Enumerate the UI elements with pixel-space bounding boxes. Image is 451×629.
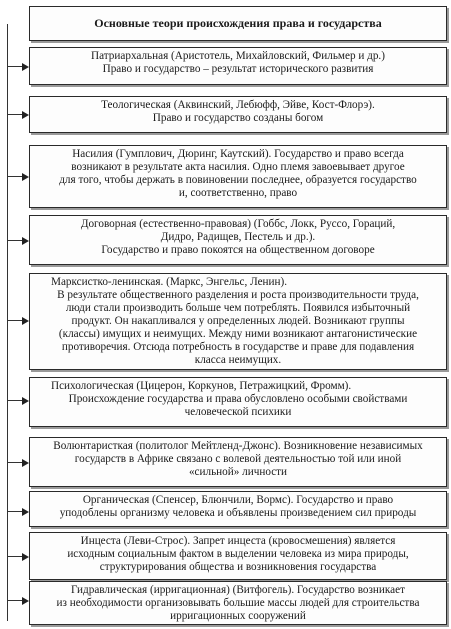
theory-line: Теологическая (Аквинский, Лебюфф, Эйве, Кост-Флорэ). bbox=[101, 99, 375, 111]
theory-line: Марксистко-ленинская. (Маркс, Энгельс, Ленин). bbox=[51, 276, 288, 288]
theory-box-voluntarist bbox=[29, 437, 447, 487]
theory-box-marxist bbox=[29, 273, 447, 370]
theory-line: Инцеста (Леви-Строс). Запрет инцеста (кровосмешения) является bbox=[80, 535, 396, 547]
theory-line: структурирования общества и возникновения государства bbox=[99, 561, 377, 573]
theory-box-hydraulic bbox=[29, 581, 447, 625]
connector-arrow bbox=[8, 66, 27, 67]
theory-box-organic bbox=[29, 491, 447, 527]
theory-line: для того, чтобы держать в повиновении последнее, образуется государство bbox=[59, 174, 417, 186]
theory-box-violence bbox=[29, 145, 447, 208]
theory-line: Гидравлическая (ирригационная) (Витфогель). Государство возникает bbox=[71, 584, 405, 596]
theory-box-patriarchal bbox=[29, 47, 447, 85]
theory-line: (классы) имущих и неимущих. Между ними возникают антагонистические bbox=[58, 328, 418, 340]
theory-line: Насилия (Гумплович, Дюринг, Каутский). Государство и право всегда bbox=[72, 148, 404, 160]
theory-line: люди стали производить больше чем потреблять. Появился избыточный bbox=[65, 302, 411, 314]
connector-arrow bbox=[8, 240, 27, 241]
theory-line: государств в Африке связано с волевой деятельностью той или иной bbox=[74, 453, 402, 465]
theory-line: Дидро, Радищев, Пестель и др.). bbox=[160, 231, 316, 243]
theory-line: человеческой психики bbox=[184, 406, 292, 418]
theory-box-contract bbox=[29, 215, 447, 265]
connector-arrow bbox=[8, 556, 27, 557]
theory-line: уподоблены организму человека и объявлены произведением сил природы bbox=[59, 507, 417, 519]
theory-line: В результате общественного разделения и роста производительности труда, bbox=[57, 289, 419, 301]
connector-arrow bbox=[8, 320, 27, 321]
theory-line: Договорная (естественно-правовая) (Гоббс, Локк, Руссо, Гораций, bbox=[80, 218, 396, 230]
theory-line: ирригационных сооружений bbox=[170, 610, 306, 622]
theory-line: Право и государство – результат исторического развития bbox=[102, 63, 374, 75]
theory-line: класса неимущих. bbox=[194, 354, 282, 366]
connector-arrow bbox=[8, 114, 27, 115]
theory-line: Происхождение государства и права обусловлено особыми свойствами bbox=[68, 393, 408, 405]
theory-box-theological bbox=[29, 96, 447, 133]
theory-line: Государство и право покоятся на общественном договоре bbox=[101, 244, 375, 256]
theory-line: исходным социальным фактом в выделении человека из мира природы, bbox=[67, 548, 409, 560]
connector-arrow bbox=[8, 400, 27, 401]
theory-line: Патриархальная (Аристотель, Михайловский, Фильмер и др.) bbox=[91, 50, 385, 62]
theory-line: Право и государство созданы богом bbox=[152, 112, 324, 124]
diagram-title: Основные теори происхождения права и государства bbox=[94, 16, 382, 30]
theory-line: «сильной» личности bbox=[188, 466, 288, 478]
theory-line: Психологическая (Цицерон, Коркунов, Петражицкий, Фромм). bbox=[51, 380, 352, 392]
theory-line: Органическая (Спенсер, Блюнчили, Вормс). Государство и право bbox=[82, 494, 394, 506]
diagram-title-box bbox=[29, 6, 447, 41]
connector-arrow bbox=[8, 600, 27, 601]
theory-box-incest bbox=[29, 532, 447, 580]
theory-line: продукт. Он накапливался у определенных людей. Возникают группы bbox=[71, 315, 405, 327]
theory-box-psychological bbox=[29, 377, 447, 427]
theory-line: возникают в результате акта насилия. Одно племя завоевывает другое bbox=[71, 161, 405, 173]
connector-arrow bbox=[8, 511, 27, 512]
theory-line: Волюнтаристкая (политолог Мейтленд-Джонс). Возникновение независимых bbox=[53, 440, 423, 452]
connector-arrow bbox=[8, 176, 27, 177]
theory-line: и, соответственно, право bbox=[178, 187, 298, 199]
connector-arrow bbox=[8, 462, 27, 463]
theory-line: из необходимости организовывать большие массы людей для строительства bbox=[56, 597, 420, 609]
theory-line: противоречия. Отсюда потребность в государстве и праве для подавления bbox=[61, 341, 415, 353]
